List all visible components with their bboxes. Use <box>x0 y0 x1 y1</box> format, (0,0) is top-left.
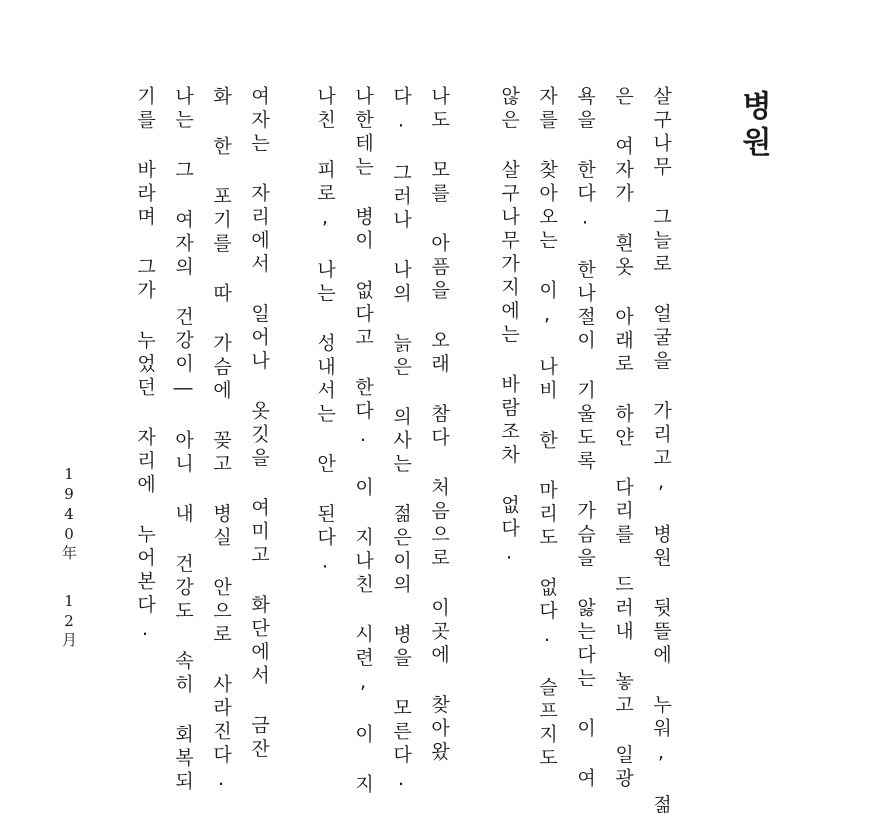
poem-line-9: 나친 피로, 나는 성내서는 안 된다. <box>314 86 336 577</box>
poem-line-2: 은 여자가 흰옷 아래로 하얀 다리를 드러내 놓고 일광 <box>612 86 634 792</box>
poem-line-11: 화 한 포기를 따 가슴에 꽂고 병실 안으로 사라진다. <box>210 86 232 795</box>
poem-title: 병원 <box>736 90 771 162</box>
poem-line-3: 욕을 한다. 한나절이 기울도록 가슴을 앓는다는 이 여 <box>574 86 596 792</box>
poem-line-13: 기를 바라며 그가 누었던 자리에 누어본다. <box>134 86 156 645</box>
poem-line-7: 다. 그러나 나의 늙은 의사는 젊은이의 병을 모른다. <box>390 86 412 795</box>
date-month: 12月 <box>60 592 78 649</box>
poem-line-4: 자를 찾아오는 이, 나비 한 마리도 없다. 슬프지도 <box>536 86 558 771</box>
poem-line-1: 살구나무 그늘로 얼굴을 가리고, 병원 뒷뜰에 누워, 젊 <box>650 86 672 818</box>
poem-line-12: 나는 그 여자의 건강이― 아니 내 건강도 속히 회복되 <box>172 86 194 795</box>
poem-line-5: 않은 살구나무가지에는 바람조차 없다. <box>498 86 520 568</box>
poem-line-10: 여자는 자리에서 일어나 옷깃을 여미고 화단에서 금잔 <box>248 86 270 762</box>
poem-line-8: 나한테는 병이 없다고 한다. 이 지나친 시련, 이 지 <box>352 86 374 798</box>
poem-line-6: 나도 모를 아픔을 오래 참다 처음으로 이곳에 찾아왔 <box>428 86 450 765</box>
date-year: 1940年 <box>60 465 78 562</box>
